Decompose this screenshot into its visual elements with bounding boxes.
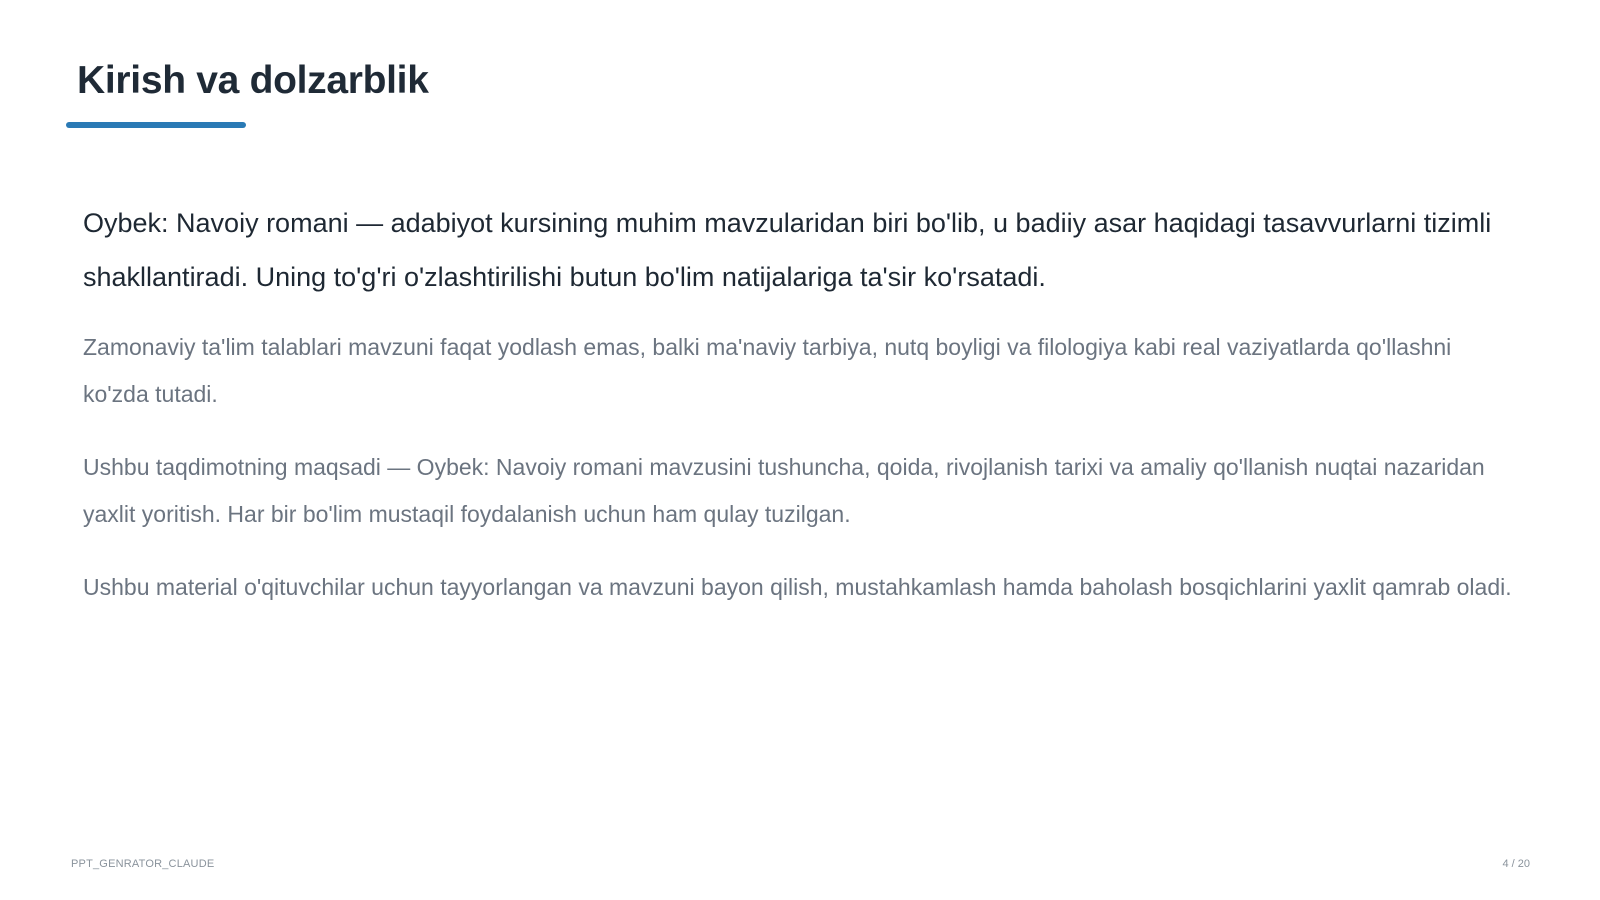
- body-paragraph: Ushbu taqdimotning maqsadi — Oybek: Navoiy romani mavzusini tushuncha, qoida, rivojlanish tarixi va amaliy qo'llanish nuqtai nazaridan yaxlit yoritish. Har bir bo'lim mustaqil foydalanish uchun ham qulay tuzilgan.: [83, 454, 1485, 527]
- title-underline: [66, 122, 246, 128]
- lead-paragraph: Oybek: Navoiy romani — adabiyot kursining muhim mavzularidan biri bo'lib, u badiiy asar haqidagi tasavvurlarni tizimli shakllantiradi. Uning to'g'ri o'zlashtirilishi butun bo'lim natijalariga ta'sir ko'rsatadi.: [83, 208, 1492, 292]
- body-paragraph: Ushbu material o'qituvchilar uchun tayyorlangan va mavzuni bayon qilish, mustahkamlash hamda baholash bosqichlarini yaxlit qamrab oladi.: [83, 574, 1512, 600]
- slide-title: Kirish va dolzarblik: [77, 59, 429, 102]
- page-number: 4 / 20: [1502, 858, 1530, 870]
- footer-label: PPT_GENRATOR_CLAUDE: [71, 858, 215, 870]
- body-paragraph: Zamonaviy ta'lim talablari mavzuni faqat yodlash emas, balki ma'naviy tarbiya, nutq boyligi va filologiya kabi real vaziyatlarda qo'llashni ko'zda tutadi.: [83, 334, 1452, 407]
- slide-content: [83, 196, 1523, 637]
